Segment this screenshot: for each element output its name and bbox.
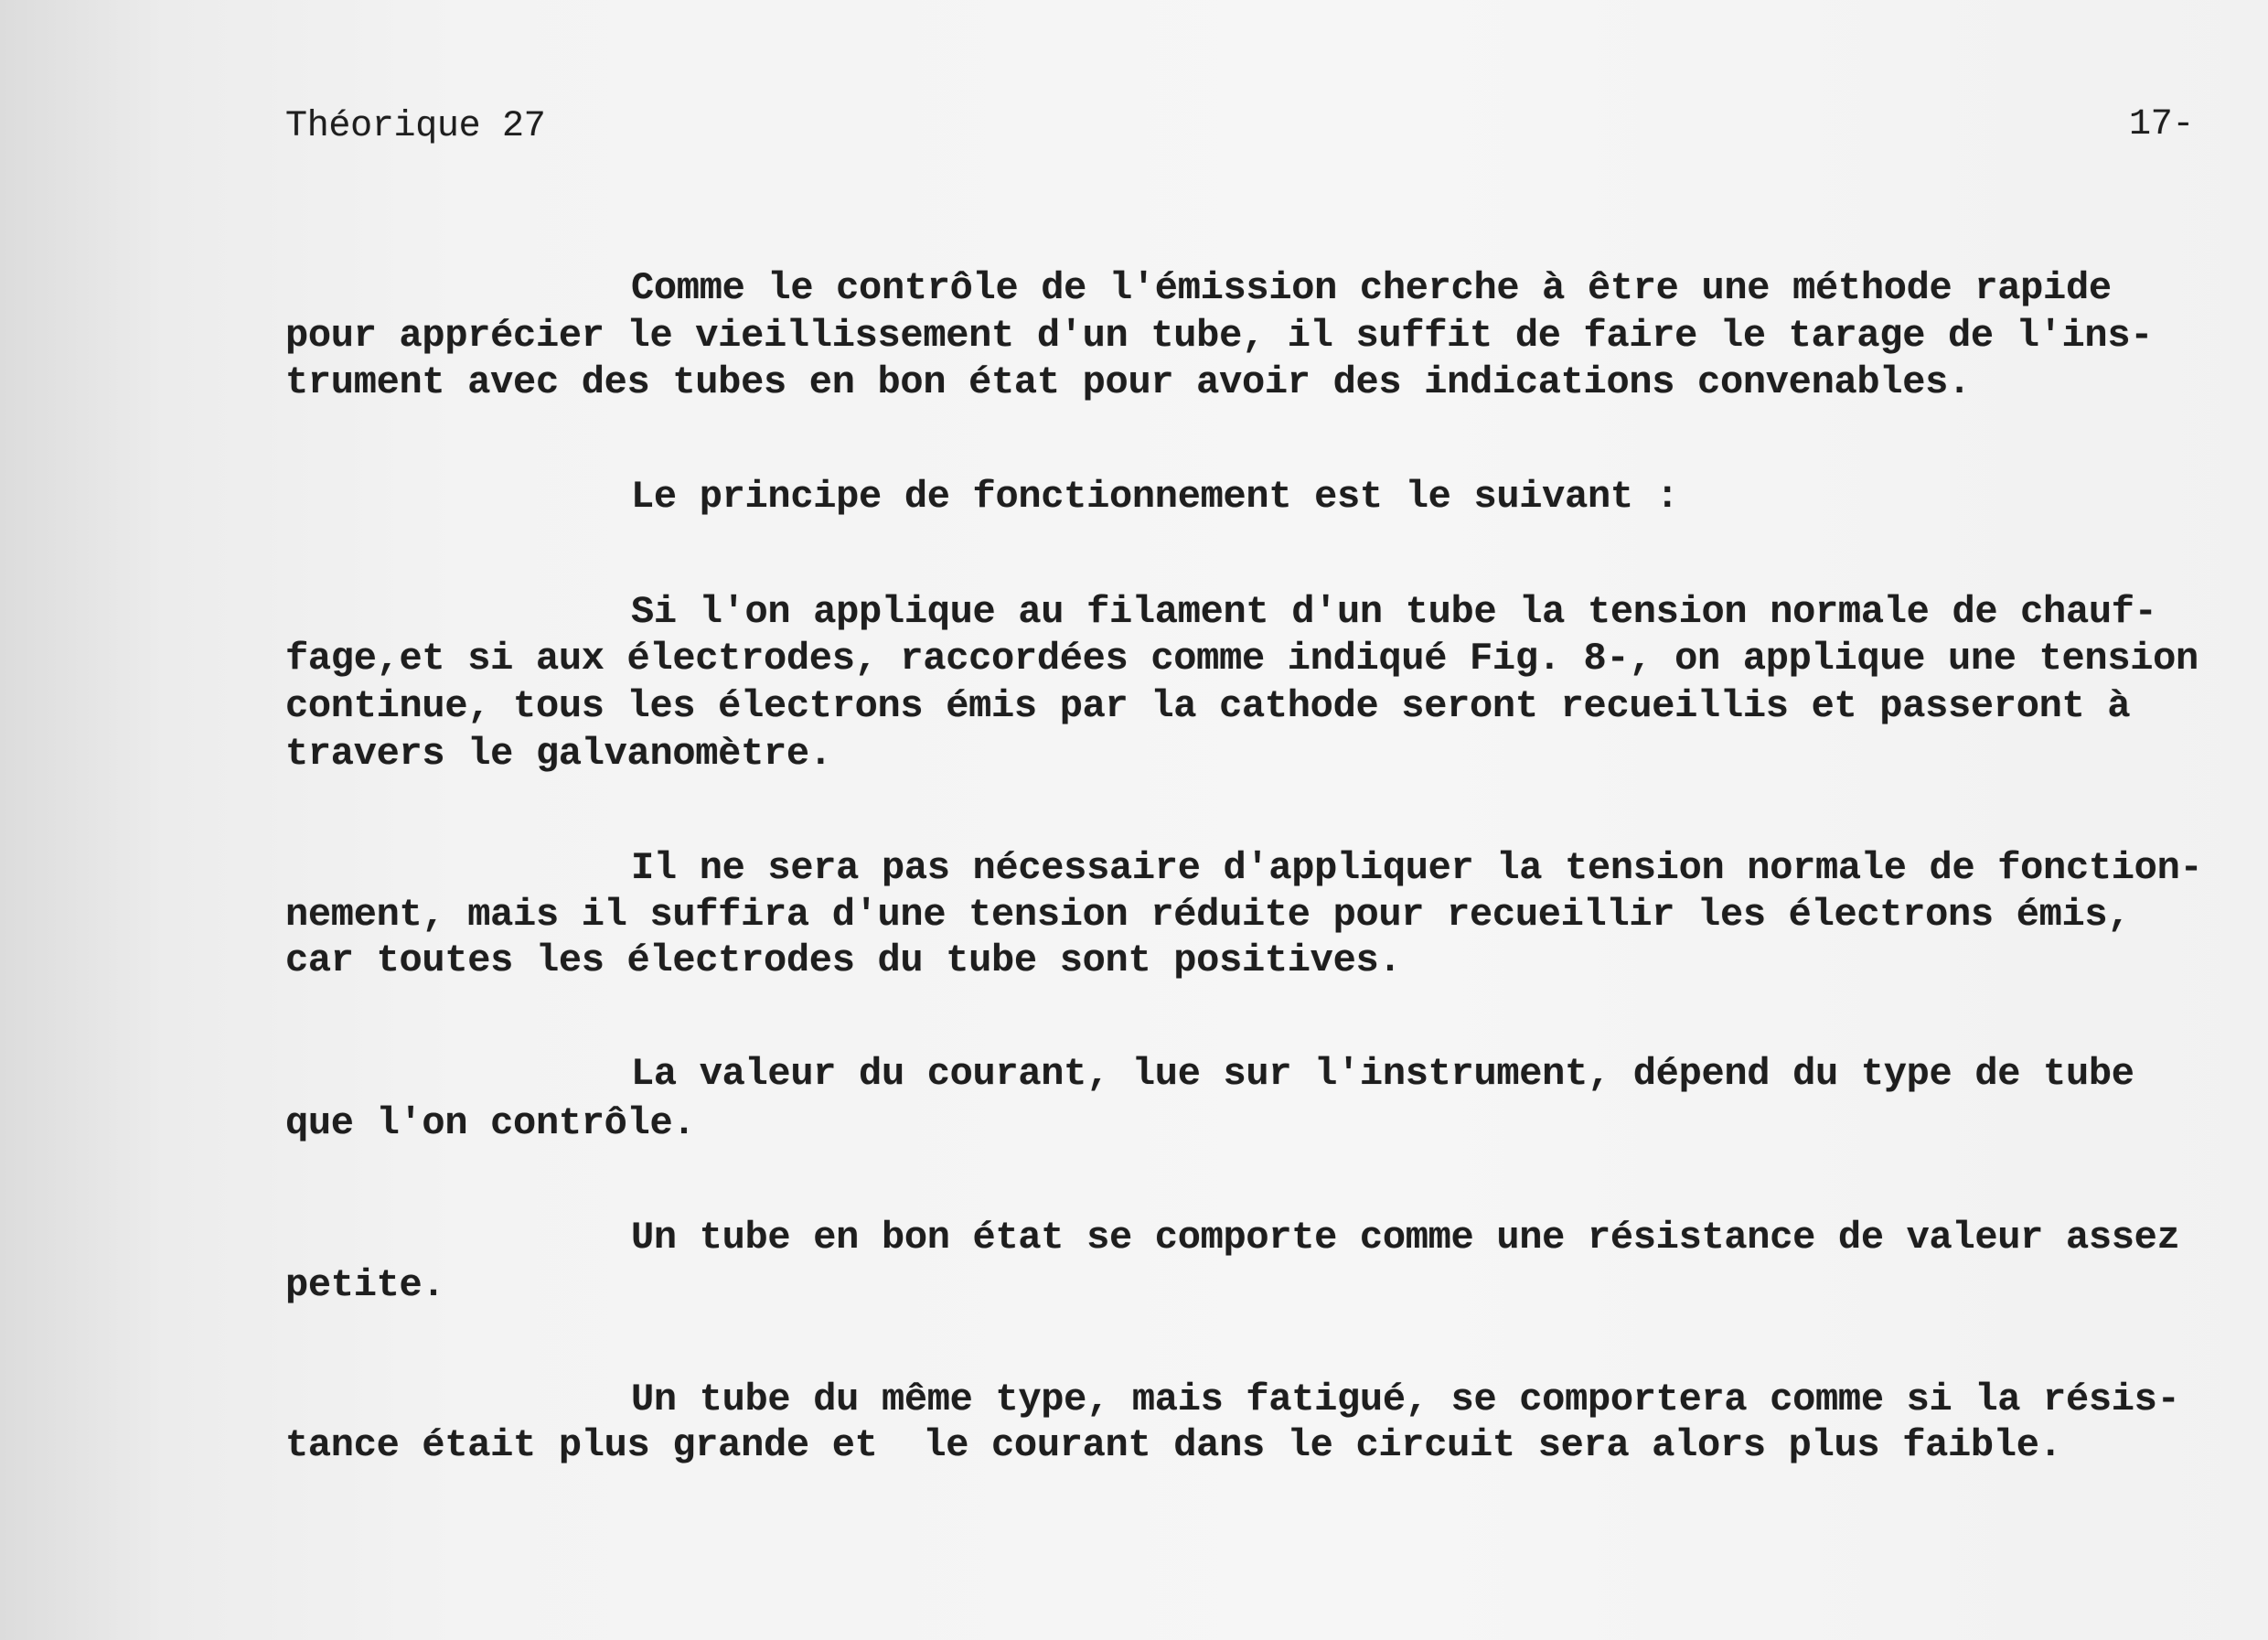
text-line: tance était plus grande et le courant dans le circuit sera alors plus faible.: [285, 1423, 2062, 1467]
text-line: Si l'on applique au filament d'un tube la tension normale de chauf-: [631, 590, 2157, 634]
text-line: petite.: [285, 1263, 445, 1307]
text-line: continue, tous les électrons émis par la cathode seront recueillis et passeront à: [285, 684, 2131, 728]
text-line: La valeur du courant, lue sur l'instrument, dépend du type de tube: [631, 1052, 2134, 1096]
text-line: que l'on contrôle.: [285, 1101, 696, 1145]
text-line: Un tube du même type, mais fatigué, se comportera comme si la résis-: [631, 1377, 2180, 1421]
text-line: Le principe de fonctionnement est le suivant :: [631, 475, 1679, 519]
text-line: car toutes les électrodes du tube sont positives.: [285, 938, 1402, 982]
text-line: Comme le contrôle de l'émission cherche à être une méthode rapide: [631, 266, 2112, 310]
text-line: fage,et si aux électrodes, raccordées comme indiqué Fig. 8-, on applique une tension: [285, 637, 2198, 681]
page-number: 17-: [2129, 104, 2195, 145]
text-line: Il ne sera pas nécessaire d'appliquer la tension normale de fonction-: [631, 846, 2203, 890]
text-line: pour apprécier le vieillissement d'un tube, il suffit de faire le tarage de l'ins-: [285, 314, 2154, 358]
page-header-title: Théorique 27: [285, 106, 546, 147]
text-line: trument avec des tubes en bon état pour avoir des indications convenables.: [285, 360, 1971, 404]
text-line: Un tube en bon état se comporte comme une résistance de valeur assez: [631, 1216, 2180, 1259]
text-line: nement, mais il suffira d'une tension réduite pour recueillir les électrons émis,: [285, 893, 2131, 937]
text-line: travers le galvanomètre.: [285, 732, 832, 776]
